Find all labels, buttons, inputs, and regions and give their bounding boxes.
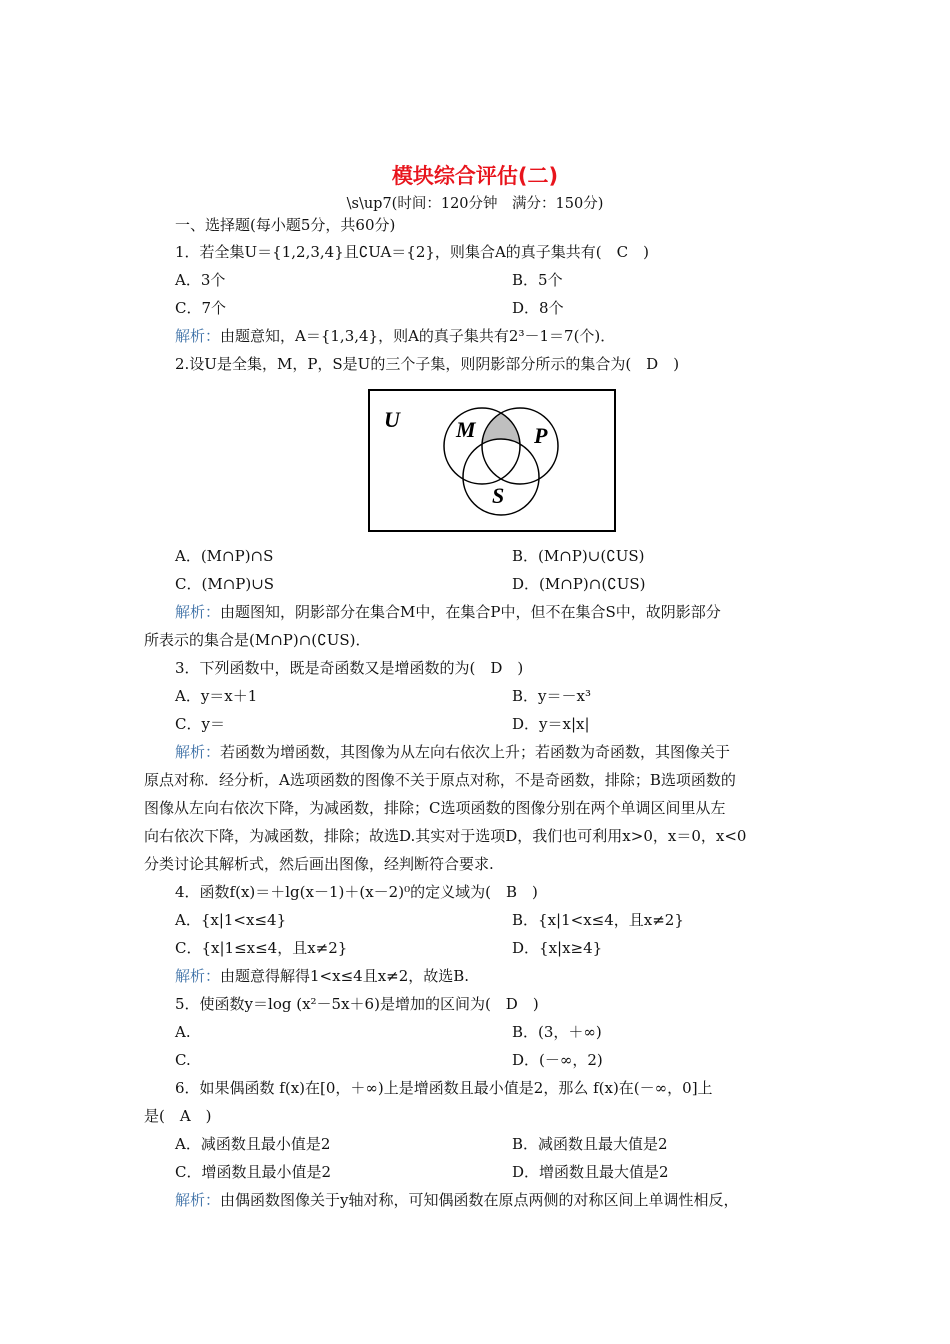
question-2-option-b: B．(M∩P)∪(∁US) <box>512 547 645 565</box>
question-3-option-b: B．y＝－x³ <box>512 687 591 705</box>
section-heading: 一、选择题(每小题5分，共60分) <box>175 216 396 234</box>
explanation-text: 由题意得解得1<x≤4且x≠2，故选B. <box>220 967 470 985</box>
question-4-explanation <box>175 965 469 987</box>
label-m: M <box>456 417 476 442</box>
explanation-text: 由偶函数图像关于y轴对称，可知偶函数在原点两侧的对称区间上单调性相反， <box>220 1191 739 1209</box>
venn-diagram <box>368 389 616 532</box>
question-6-option-b: B．减函数且最大值是2 <box>512 1135 668 1153</box>
label-p: P <box>534 423 548 448</box>
question-1-option-c: C．7个 <box>175 299 227 317</box>
question-3-option-c: C．y＝ <box>175 715 225 733</box>
question-5-option-a: A. <box>175 1023 191 1041</box>
question-2-explanation <box>175 601 721 623</box>
question-3-stem: 3．下列函数中，既是奇函数又是增函数的为( D ) <box>175 659 524 677</box>
question-1-option-b: B．5个 <box>512 271 563 289</box>
explanation-text: 若函数为增函数，其图像为从左向右依次上升；若函数为奇函数，其图像关于 <box>220 743 731 761</box>
question-2-explanation-cont: 所表示的集合是(M∩P)∩(∁US)． <box>144 631 371 649</box>
question-3-explanation-cont-3: 向右依次下降，为减函数，排除；故选D.其实对于选项D，我们也可利用x>0，x＝0，x<0 <box>144 827 747 845</box>
explanation-label: 解析： <box>175 743 221 761</box>
question-6-option-c: C．增函数且最小值是2 <box>175 1163 332 1181</box>
question-6-option-d: D．增函数且最大值是2 <box>512 1163 669 1181</box>
question-4-option-c: C．{x|1≤x≤4，且x≠2} <box>175 939 348 957</box>
question-1-explanation <box>175 325 615 347</box>
question-3-option-a: A．y＝x＋1 <box>175 687 258 705</box>
question-5-stem: 5．使函数y＝log (x²－5x＋6)是增加的区间为( D ) <box>175 995 539 1013</box>
question-6-stem: 6．如果偶函数 f(x)在[0，＋∞)上是增函数且最小值是2，那么 f(x)在(－∞，0]上 <box>175 1079 713 1097</box>
explanation-text: 由题意知，A＝{1,3,4}，则A的真子集共有2³－1＝7(个)． <box>220 327 616 345</box>
question-6-stem-cont: 是( A ) <box>144 1107 212 1125</box>
question-5-option-d: D．(－∞，2) <box>512 1051 603 1069</box>
question-4-option-a: A．{x|1<x≤4} <box>175 911 287 929</box>
label-s: S <box>492 483 505 508</box>
question-6-explanation <box>175 1189 739 1211</box>
question-5-option-c: C. <box>175 1051 191 1069</box>
question-2-option-c: C．(M∩P)∪S <box>175 575 275 593</box>
explanation-text: 由题图知，阴影部分在集合M中，在集合P中，但不在集合S中，故阴影部分 <box>220 603 721 621</box>
explanation-label: 解析： <box>175 327 221 345</box>
question-3-explanation-cont-4: 分类讨论其解析式，然后画出图像，经判断符合要求. <box>144 855 494 873</box>
question-3-explanation-cont-1: 原点对称．经分析，A选项函数的图像不关于原点对称，不是奇函数，排除；B选项函数的 <box>144 771 736 789</box>
question-3-explanation-cont-2: 图像从左向右依次下降，为减函数，排除；C选项函数的图像分别在两个单调区间里从左 <box>144 799 726 817</box>
question-3-explanation <box>175 741 730 763</box>
document-title: 模块综合评估(二) <box>391 164 559 188</box>
question-2-option-a: A．(M∩P)∩S <box>175 547 274 565</box>
venn-diagram-svg <box>368 389 616 532</box>
question-5-option-b: B．(3，＋∞) <box>512 1023 602 1041</box>
explanation-label: 解析： <box>175 1191 221 1209</box>
question-4-stem: 4．函数f(x)＝＋lg(x－1)＋(x－2)⁰的定义域为( B ) <box>175 883 538 901</box>
question-3-option-d: D．y＝x|x| <box>512 715 590 733</box>
question-4-option-b: B．{x|1<x≤4，且x≠2} <box>512 911 684 929</box>
label-u: U <box>384 407 400 432</box>
question-1-stem: 1．若全集U＝{1,2,3,4}且∁UA＝{2}，则集合A的真子集共有( C ) <box>175 243 649 261</box>
question-2-stem: 2.设U是全集，M，P，S是U的三个子集，则阴影部分所示的集合为( D ) <box>175 355 680 373</box>
question-1-option-d: D．8个 <box>512 299 564 317</box>
document-subtitle: \s\up7(时间：120分钟 满分：150分) <box>346 196 604 212</box>
question-1-option-a: A．3个 <box>175 271 226 289</box>
question-6-option-a: A．减函数且最小值是2 <box>175 1135 331 1153</box>
question-2-option-d: D．(M∩P)∩(∁US) <box>512 575 646 593</box>
question-4-option-d: D．{x|x≥4} <box>512 939 603 957</box>
explanation-label: 解析： <box>175 603 221 621</box>
explanation-label: 解析： <box>175 967 221 985</box>
